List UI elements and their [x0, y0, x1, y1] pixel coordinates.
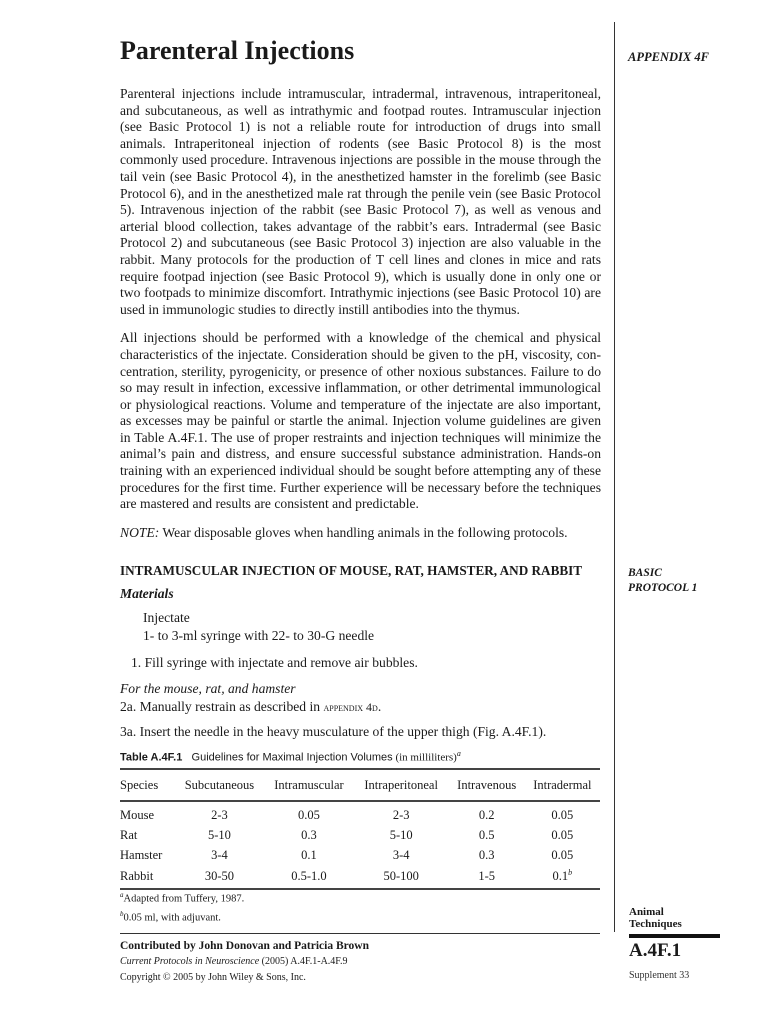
footnote-text: 0.05 ml, with adjuvant.	[123, 912, 221, 923]
cell: 0.5-1.0	[264, 866, 354, 889]
protocol-label-2: PROTOCOL 1	[628, 582, 698, 594]
cell: 3-4	[392, 848, 410, 862]
cell: 30-50	[175, 866, 265, 889]
footnote-text: Adapted from Tuffery, 1987.	[123, 893, 245, 905]
section-bar	[629, 934, 720, 938]
subheading: For the mouse, rat, and hamster	[120, 681, 296, 696]
table-unit: (in milliliters)	[392, 751, 457, 764]
cell: Mouse	[120, 808, 155, 822]
cell: 0.05	[551, 808, 574, 822]
cell: 2-3	[211, 808, 228, 822]
column-header: Subcutaneous	[175, 769, 265, 801]
cell: 2-3	[392, 808, 410, 822]
material-item: 1- to 3-ml syringe with 22- to 30-G needle	[143, 628, 375, 643]
copyright: Copyright © 2005 by John Wiley & Sons, Inc.	[120, 972, 306, 983]
table-label: Table A.4F.1	[120, 751, 183, 764]
column-header: Intramuscular	[264, 769, 354, 801]
column-divider	[614, 22, 615, 932]
section-label-1: Animal	[629, 906, 664, 918]
column-header: Species	[120, 769, 175, 801]
table-footnotes	[120, 888, 244, 925]
cell: 0.05	[551, 828, 574, 842]
cell: 0.1	[301, 848, 317, 862]
basic-protocol-label	[628, 566, 697, 596]
table-row	[120, 801, 600, 826]
footnote-mark: b	[568, 868, 573, 877]
injection-volume-table	[120, 768, 600, 890]
journal-name: Current Protocols in Neuroscience	[120, 956, 260, 967]
section-label-2: Techniques	[629, 918, 682, 930]
page-id: A.4F.1	[629, 940, 682, 961]
cell: Rabbit	[120, 866, 175, 889]
material-item: Injectate	[143, 610, 190, 625]
section-label	[629, 906, 682, 930]
table-header-row	[120, 769, 600, 801]
cell: 50-100	[354, 866, 449, 889]
cell: 0.2	[478, 808, 495, 822]
step-3a: 3a. Insert the needle in the heavy musculature of the upper thigh (Fig. A.4F.1).	[120, 724, 547, 739]
step-text: 2a. Manually restrain as described in	[120, 699, 324, 714]
cell: 0.3	[301, 828, 317, 842]
citation: (2005) A.4F.1-A.4F.9	[259, 956, 348, 967]
protocol-label-1: BASIC	[628, 567, 662, 579]
cell: 0.05	[298, 808, 320, 822]
footer-rule	[120, 933, 600, 934]
step-text-end: .	[377, 699, 382, 714]
column-header: Intravenous	[449, 769, 525, 801]
cell: Hamster	[120, 848, 163, 862]
footnote-mark: a	[120, 891, 124, 899]
cell	[525, 866, 600, 889]
paragraph: Parenteral injections include intramuscular, intradermal, intravenous, intraperitoneal, and subcutaneous, as well as intrathymic and footpad routes. Intramuscular injection (see Basic Protocol 1) is not a reliable route for introduction of drugs into small animals. Intraperitoneal injection of rodents (see Basic Protocol 8) is the most commonly used procedure. Intravenous injections are possible in the mouse through the tail vein (see Basic Protocol 4), in the anesthetized hamster in the forelimb (see Basic Protocol 6), and in the anesthetized male rat through the penile vein (see Basic Protocol 5). Intravenous injection of the rabbit (see Basic Protocol 7), as well as venous and arterial blood collection, takes advantage of the rabbit’s ears. Intradermal (see Basic Protocol 2) and subcutaneous (see Basic Protocol 3) injection are also valuable in the rabbit. Many protocols for the production of T cell lines and clones in mice and rats require footpad injection (see Basic Protocol 9), which is usually done in only one or two footpads to minimize discomfort. Intrathymic injections (see Basic Protocol 10) are used in immunologic studies to directly instill antibodies into the thymus.	[120, 86, 601, 317]
materials-list	[143, 609, 374, 645]
cell: 0.05	[551, 848, 574, 862]
cell: 0.5	[478, 828, 495, 842]
table-row	[120, 826, 600, 846]
cell: Rat	[120, 828, 138, 842]
supplement-label: Supplement 33	[629, 970, 690, 981]
contributors: Contributed by John Donovan and Patricia Brown	[120, 940, 369, 952]
table-title: Guidelines for Maximal Injection Volumes	[191, 751, 393, 764]
footnote-mark: a	[456, 749, 461, 758]
materials-heading: Materials	[120, 586, 174, 601]
table-row	[120, 866, 600, 889]
note-text: Wear disposable gloves when handling animals in the following protocols.	[159, 524, 568, 540]
note-label: NOTE:	[120, 524, 160, 540]
table-caption	[120, 749, 461, 764]
cell: 5-10	[207, 828, 231, 842]
protocol-heading: INTRAMUSCULAR INJECTION OF MOUSE, RAT, HAMSTER, AND RABBIT	[120, 563, 583, 578]
cell: 1-5	[449, 866, 525, 889]
paragraph: All injections should be performed with a knowledge of the chemical and physical characteristics of the injectate. Consideration should be given to the pH, viscosity, concentration, sterility, pyrogenicity, or presence of other noxious substances. Failure to do so may result in infection, excessive inflammation, or other detrimental immunological or physiological reactions. Volume and temperature of the injectate are also important, as excesses may be painful or startle the animal. Injection volume guidelines are given in Table A.4F.1. The use of proper restraints and injection techniques will minimize the animal’s pain and distress, and ensure successful substance administration. Hands-on training with an experienced individual should be sought before attempting any of these procedures for the first time. Further experience will be necessary before the techniques are mastered and results are consistent and predictable.	[120, 330, 601, 512]
note	[120, 525, 601, 542]
cell: 3-4	[211, 848, 228, 862]
table-row	[120, 846, 600, 866]
footer	[120, 938, 369, 986]
appendix-reference[interactable]: appendix 4d	[323, 700, 378, 714]
column-header: Intraperitoneal	[354, 769, 449, 801]
intro-text	[120, 86, 601, 541]
appendix-label: APPENDIX 4F	[628, 50, 709, 64]
step-2a	[120, 699, 381, 715]
page-title: Parenteral Injections	[120, 36, 355, 65]
cell: 0.3	[478, 848, 495, 862]
step-1: 1. Fill syringe with injectate and remove air bubbles.	[131, 655, 418, 670]
cell: 5-10	[389, 828, 413, 842]
column-header: Intradermal	[525, 769, 600, 801]
cell-value: 0.1	[552, 869, 569, 884]
footnote-mark: b	[120, 909, 124, 918]
